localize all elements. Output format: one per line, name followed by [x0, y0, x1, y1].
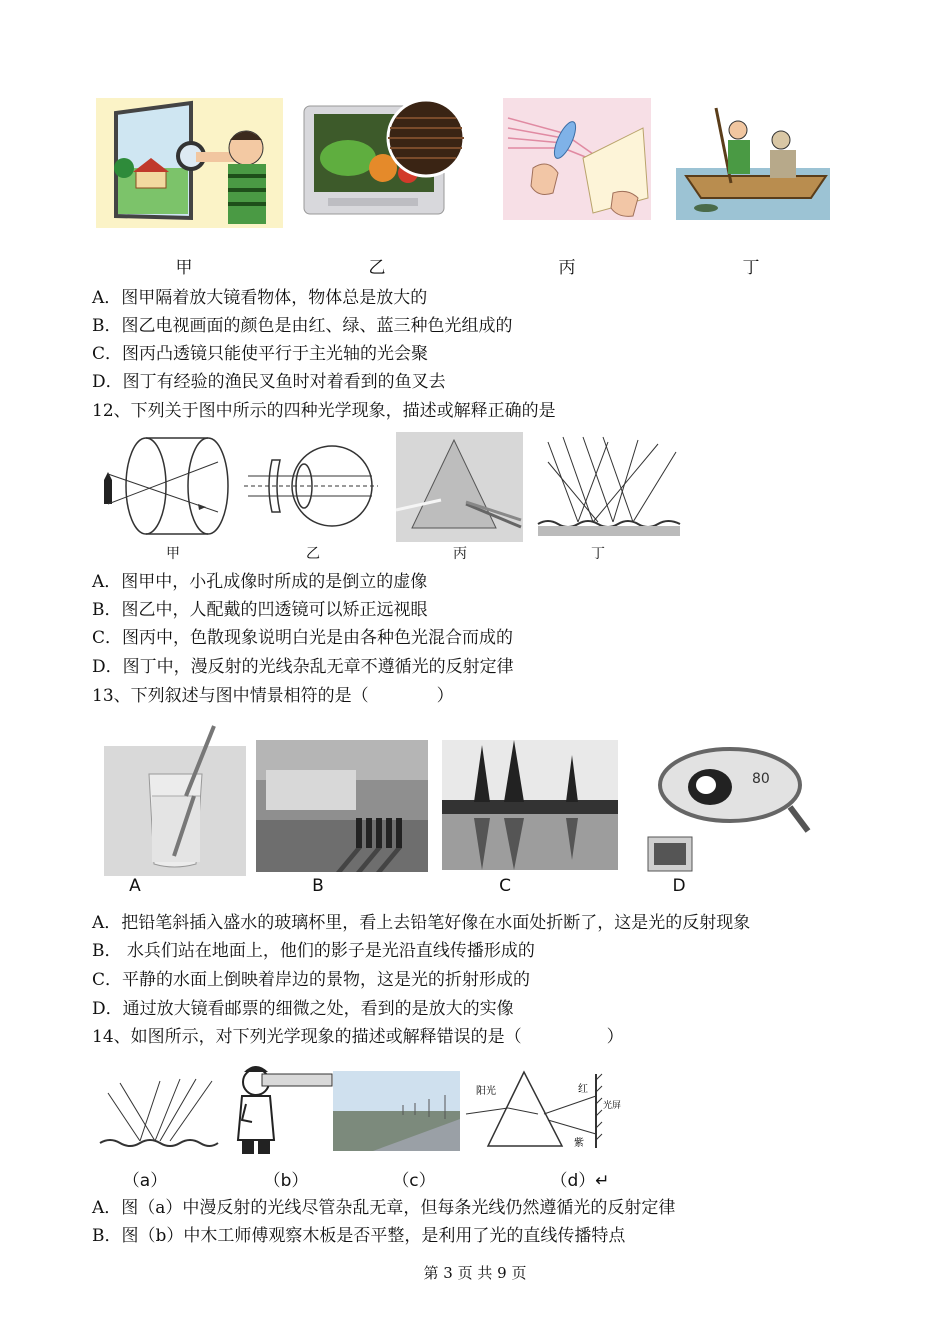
caption-q13-c: C — [499, 876, 511, 896]
figure-road-photo — [333, 1071, 460, 1151]
caption-q11-yi: 乙 — [368, 258, 386, 278]
figure-sailors-shadow — [256, 740, 428, 872]
figure-tv-screen — [298, 98, 468, 216]
q12-option-d: D．图丁中，漫反射的光线杂乱无章不遵循光的反射定律 — [92, 657, 514, 677]
caption-q14-d: （d）↵ — [550, 1171, 610, 1191]
q13-stem: 13、下列叙述与图中情景相符的是（ ） — [92, 686, 454, 706]
caption-q14-a: （a） — [122, 1171, 168, 1191]
q12-option-b: B．图乙中，人配戴的凹透镜可以矫正远视眼 — [92, 600, 428, 620]
figure-convex-lens-paper — [503, 98, 651, 220]
figure-magnifier-window — [96, 98, 283, 228]
caption-q12-ding: 丁 — [591, 546, 605, 562]
q11-option-b: B．图乙电视画面的颜色是由红、绿、蓝三种色光组成的 — [92, 316, 513, 336]
q13-option-b: B． 水兵们站在地面上，他们的影子是光沿直线传播形成的 — [92, 941, 535, 961]
caption-q13-a: A — [129, 876, 141, 896]
q14-option-b: B．图（b）中木工师傅观察木板是否平整，是利用了光的直线传播特点 — [92, 1226, 626, 1246]
svg-text:80: 80 — [752, 771, 770, 787]
q12-stem: 12、下列关于图中所示的四种光学现象，描述或解释正确的是 — [92, 401, 556, 421]
caption-q14-b: （b） — [263, 1171, 309, 1191]
figure-fisherman-boat — [676, 98, 830, 220]
caption-q11-jia: 甲 — [175, 258, 193, 278]
caption-q14-c: （c） — [392, 1171, 436, 1191]
caption-q12-bing: 丙 — [453, 546, 467, 562]
q11-option-d: D．图丁有经验的渔民叉鱼时对着看到的鱼叉去 — [92, 372, 446, 392]
figure-eye-lens — [244, 432, 378, 538]
figure-pinhole-camera — [98, 432, 234, 540]
page-footer: 第 3 页 共 9 页 — [423, 1264, 527, 1282]
figure-diffuse-reflection-a — [100, 1073, 218, 1151]
svg-text:红: 红 — [578, 1084, 588, 1095]
figure-prism-sunlight — [466, 1068, 622, 1150]
figure-prism-dispersion — [396, 432, 523, 542]
caption-q11-ding: 丁 — [742, 258, 760, 278]
figure-carpenter-sighting — [222, 1060, 334, 1156]
figure-pagoda-reflection — [442, 740, 618, 870]
figure-pencil-in-water — [104, 726, 246, 876]
svg-text:紫: 紫 — [574, 1138, 584, 1149]
q13-option-c: C．平静的水面上倒映着岸边的景物，这是光的折射形成的 — [92, 970, 531, 990]
q12-option-a: A．图甲中，小孔成像时所成的是倒立的虚像 — [92, 572, 428, 592]
q14-option-a: A．图（a）中漫反射的光线尽管杂乱无章，但每条光线仍然遵循光的反射定律 — [92, 1198, 676, 1218]
caption-q12-jia: 甲 — [166, 546, 180, 562]
q11-option-a: A．图甲隔着放大镜看物体，物体总是放大的 — [92, 288, 428, 308]
svg-text:光屏: 光屏 — [603, 1101, 622, 1111]
caption-q13-b: B — [312, 876, 324, 896]
svg-text:阳光: 阳光 — [476, 1086, 496, 1097]
q13-option-a: A．把铅笔斜插入盛水的玻璃杯里，看上去铅笔好像在水面处折断了，这是光的反射现象 — [92, 913, 751, 933]
q13-option-d: D．通过放大镜看邮票的细微之处，看到的是放大的实像 — [92, 999, 514, 1019]
q14-stem: 14、如图所示，对下列光学现象的描述或解释错误的是（ ） — [92, 1027, 624, 1047]
figure-diffuse-reflection — [538, 432, 680, 542]
caption-q13-d: D — [672, 876, 686, 896]
q12-option-c: C．图丙中，色散现象说明白光是由各种色光混合而成的 — [92, 628, 514, 648]
q11-option-c: C．图丙凸透镜只能使平行于主光轴的光会聚 — [92, 344, 429, 364]
caption-q12-yi: 乙 — [306, 546, 320, 562]
caption-q11-bing: 丙 — [558, 258, 576, 278]
figure-magnifier-stamp — [640, 745, 812, 877]
